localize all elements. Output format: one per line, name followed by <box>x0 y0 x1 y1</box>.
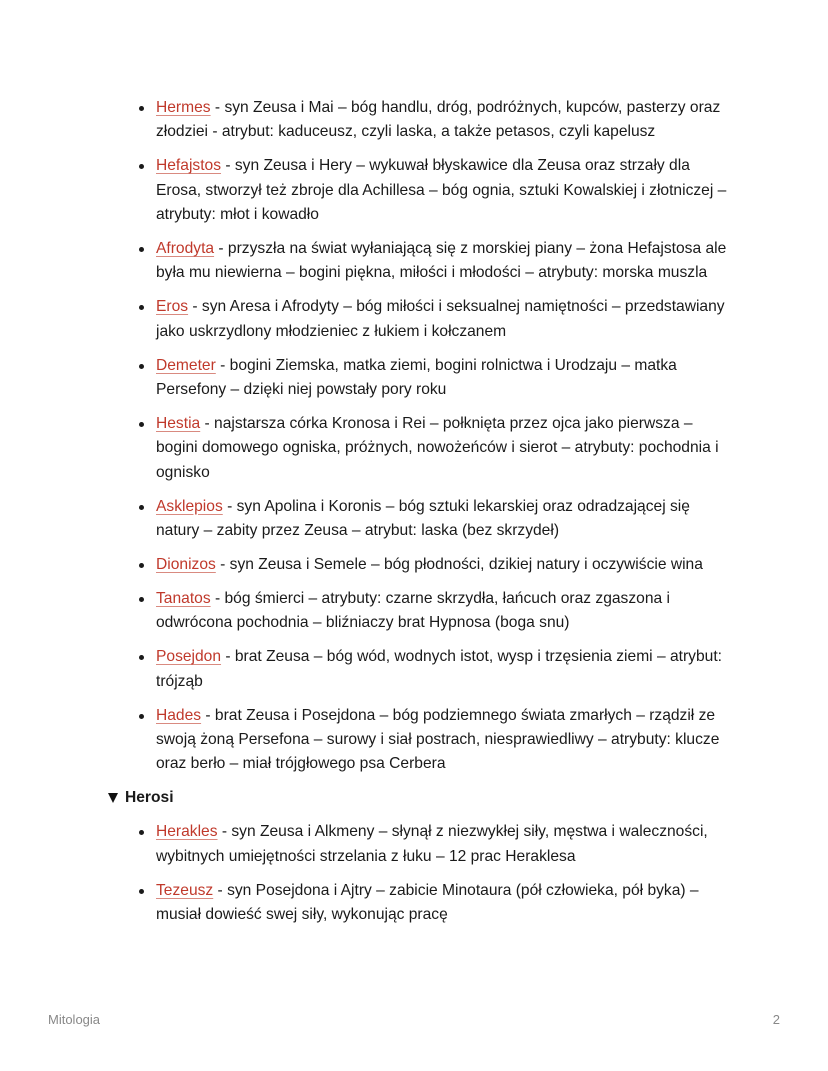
list-item <box>156 495 736 544</box>
footer-title: Mitologia <box>48 1012 101 1027</box>
list-item <box>156 879 736 928</box>
term-link[interactable]: Hestia <box>156 414 201 432</box>
list-item <box>156 587 736 636</box>
toggle-triangle-down-icon[interactable] <box>108 793 118 803</box>
item-description: - syn Zeusa i Mai – bóg handlu, dróg, podróżnych, kupców, pasterzy oraz złodziei - atrybut: kaduceusz, czyli laska, a także petasos, czyli kapelusz <box>156 99 721 141</box>
item-description: - bóg śmierci – atrybuty: czarne skrzydła, łańcuch oraz zgaszona i odwrócona pochodnia – bliźniaczy brat Hypnosa (boga snu) <box>156 589 670 632</box>
term-link[interactable]: Asklepios <box>156 497 223 515</box>
list-item <box>156 820 736 869</box>
list-item <box>156 412 736 485</box>
section-title: Herosi <box>125 789 174 807</box>
heroes-section-toggle[interactable] <box>108 786 828 810</box>
term-link[interactable]: Eros <box>156 298 189 316</box>
item-description: - brat Zeusa – bóg wód, wodnych istot, wysp i trzęsienia ziemi – atrybut: trójząb <box>156 648 722 690</box>
item-description: - bogini Ziemska, matka ziemi, bogini rolnictwa i Urodzaju – matka Persefony – dzięki niej powstały pory roku <box>156 356 677 399</box>
item-description: - syn Apolina i Koronis – bóg sztuki lekarskiej oraz odradzającej się natury – zabity przez Zeusa – atrybut: laska (bez skrzydeł) <box>156 497 690 540</box>
item-description: - syn Zeusa i Alkmeny – słynął z niezwykłej siły, męstwa i waleczności, wybitnych umiejętności strzelania z łuku – 12 prac Heraklesa <box>156 823 708 865</box>
term-link[interactable]: Posejdon <box>156 648 222 666</box>
heroes-list <box>0 820 736 927</box>
list-item <box>156 295 736 344</box>
gods-list <box>0 96 736 777</box>
term-link[interactable]: Demeter <box>156 356 216 374</box>
list-item <box>156 154 736 227</box>
item-description: - najstarsza córka Kronosa i Rei – połknięta przez ojca jako pierwsza – bogini domowego ogniska, próżnych, nowożeńców i sierot – atrybuty: pochodnia i ognisko <box>156 414 719 481</box>
term-link[interactable]: Hades <box>156 706 202 724</box>
term-link[interactable]: Afrodyta <box>156 240 215 258</box>
list-item <box>156 354 736 403</box>
term-link[interactable]: Dionizos <box>156 556 216 573</box>
item-description: - brat Zeusa i Posejdona – bóg podziemnego świata zmarłych – rządził ze swoją żoną Persefona – surowy i siał postrach, niesprawiedliwy – atrybuty: klucze oraz berło – miał trójgłowego psa Cerbera <box>156 706 720 773</box>
document-content <box>0 96 828 937</box>
list-item <box>156 645 736 694</box>
list-item <box>156 237 736 286</box>
list-item <box>156 553 736 577</box>
page-number: 2 <box>772 1012 780 1027</box>
item-description: - syn Zeusa i Hery – wykuwał błyskawice dla Zeusa oraz strzały dla Erosa, stworzył też zbroje dla Achillesa – bóg ognia, sztuki Kowalskiej i złotniczej – atrybuty: młot i kowadło <box>156 157 727 224</box>
item-description: - syn Posejdona i Ajtry – zabicie Minotaura (pół człowieka, pół byka) – musiał dowieść swej siły, wykonując pracę <box>156 881 699 923</box>
term-link[interactable]: Hefajstos <box>156 157 222 175</box>
item-description: - syn Zeusa i Semele – bóg płodności, dzikiej natury i oczywiście wina <box>215 556 703 573</box>
list-item <box>156 96 736 145</box>
term-link[interactable]: Herakles <box>156 823 218 841</box>
term-link[interactable]: Tezeusz <box>156 881 214 899</box>
term-link[interactable]: Hermes <box>156 99 211 116</box>
list-item <box>156 704 736 777</box>
term-link[interactable]: Tanatos <box>156 589 211 607</box>
item-description: - przyszła na świat wyłaniającą się z morskiej piany – żona Hefajstosa ale była mu niewierna – bogini piękna, miłości i młodości – atrybuty: morska muszla <box>156 240 727 282</box>
item-description: - syn Aresa i Afrodyty – bóg miłości i seksualnej namiętności – przedstawiany jako uskrzydlony młodzieniec z łukiem i kołczanem <box>156 298 725 340</box>
